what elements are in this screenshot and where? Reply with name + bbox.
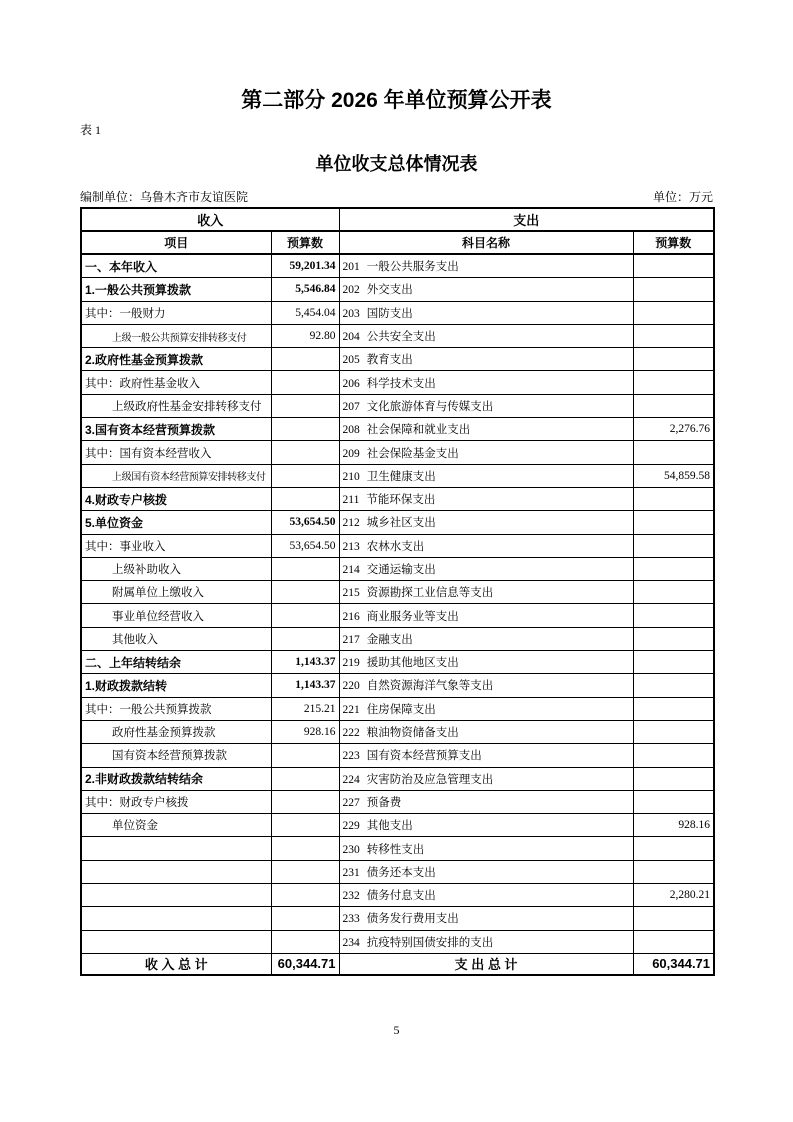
table-row [81,487,714,510]
expense-subject-cell [339,278,633,301]
income-budget-cell: 215.21 [271,697,339,720]
expense-name: 抗疫特别国债安排的支出 [366,936,494,949]
expense-subject-cell [339,860,633,883]
expense-budget-cell [633,394,714,417]
expense-name: 节能环保支出 [366,494,436,507]
expense-subject-cell [339,604,633,627]
expense-subject-cell [339,744,633,767]
expense-name: 卫生健康支出 [366,470,436,483]
income-item-cell: 其中：一般公共预算拨款 [81,697,271,720]
expense-subject-cell [339,394,633,417]
expense-name: 金融支出 [366,633,413,646]
table-row [81,464,714,487]
income-budget-cell [271,790,339,813]
expense-code: 232 [342,890,360,903]
expense-subject-cell [339,301,633,324]
expense-subject-cell [339,487,633,510]
table-row [81,697,714,720]
income-total-value: 60,344.71 [271,953,339,975]
income-item-cell: 3.国有资本经营预算拨款 [81,418,271,441]
expense-subject-cell [339,581,633,604]
income-budget-cell [271,837,339,860]
expense-budget-cell [633,627,714,650]
expense-budget-cell [633,604,714,627]
table-row [81,627,714,650]
table-row [81,604,714,627]
income-item-cell: 单位资金 [81,814,271,837]
expense-name: 灾害防治及应急管理支出 [366,773,494,786]
income-item-cell: 其他收入 [81,627,271,650]
income-item-cell: 2.政府性基金预算拨款 [81,348,271,371]
expense-code: 204 [342,331,360,344]
income-item-cell: 2.非财政拨款结转结余 [81,767,271,790]
column-header-row [81,231,714,254]
expense-budget-cell [633,907,714,930]
table-row [81,534,714,557]
income-budget-cell [271,581,339,604]
expense-budget-cell [633,744,714,767]
income-budget-cell [271,487,339,510]
expense-subject-cell [339,371,633,394]
expense-name: 社会保障和就业支出 [366,424,471,437]
expense-code: 227 [342,796,360,809]
income-item-cell: 二、上年结转结余 [81,651,271,674]
table-row [81,790,714,813]
table-row [81,651,714,674]
expense-code: 234 [342,936,360,949]
income-budget-cell [271,884,339,907]
expense-name: 债务发行费用支出 [366,913,459,926]
col-header-subject: 科目名称 [339,231,633,254]
table-row [81,394,714,417]
expense-group-header: 支出 [339,208,714,231]
table-title: 单位收支总体情况表 [315,154,478,174]
income-budget-cell [271,744,339,767]
expense-budget-cell: 2,280.21 [633,884,714,907]
table-row [81,511,714,534]
income-item-cell: 事业单位经营收入 [81,604,271,627]
expense-budget-cell [633,371,714,394]
expense-code: 224 [342,773,360,786]
income-item-cell [81,884,271,907]
expense-name: 科学技术支出 [366,377,436,390]
expense-name: 债务还本支出 [366,866,436,879]
income-budget-cell: 5,546.84 [271,278,339,301]
expense-budget-cell: 54,859.58 [633,464,714,487]
expense-subject-cell [339,534,633,557]
income-budget-cell [271,907,339,930]
income-budget-cell: 92.80 [271,324,339,347]
table-row [81,371,714,394]
expense-subject-cell [339,254,633,278]
income-budget-cell [271,371,339,394]
table-row [81,907,714,930]
income-item-cell: 其中：财政专户核拨 [81,790,271,813]
expense-budget-cell [633,790,714,813]
expense-total-value: 60,344.71 [633,953,714,975]
expense-subject-cell [339,930,633,953]
table-row [81,441,714,464]
expense-name: 公共安全支出 [366,331,436,344]
expense-code: 214 [342,564,360,576]
expense-name: 外交支出 [366,284,413,297]
income-item-cell [81,860,271,883]
income-budget-cell: 5,454.04 [271,301,339,324]
expense-name: 城乡社区支出 [366,517,436,530]
income-item-cell: 上级国有资本经营预算安排转移支付 [81,464,271,487]
expense-subject-cell [339,441,633,464]
expense-name: 其他支出 [366,820,413,833]
expense-code: 211 [342,494,360,507]
income-item-cell: 附属单位上缴收入 [81,581,271,604]
table-row [81,581,714,604]
income-item-cell: 上级一般公共预算安排转移支付 [81,324,271,347]
expense-subject-cell [339,651,633,674]
income-budget-cell [271,464,339,487]
expense-subject-cell [339,511,633,534]
income-budget-cell [271,814,339,837]
page-number: 5 [393,1023,400,1037]
col-header-item: 项目 [81,231,271,254]
expense-budget-cell [633,511,714,534]
income-budget-cell [271,394,339,417]
expense-code: 221 [342,703,360,716]
expense-budget-cell [633,254,714,278]
expense-code: 206 [342,377,360,390]
meta-row [80,188,713,205]
income-item-cell: 一、本年收入 [81,254,271,278]
expense-budget-cell [633,930,714,953]
expense-code: 229 [342,820,360,833]
expense-subject-cell [339,697,633,720]
expense-total-label: 支 出 总 计 [339,953,633,975]
table-row [81,254,714,278]
table-row [81,860,714,883]
expense-name: 资源勘探工业信息等支出 [366,587,494,600]
expense-code: 205 [342,354,360,367]
expense-code: 222 [342,727,360,740]
income-budget-cell [271,418,339,441]
expense-subject-cell [339,464,633,487]
expense-budget-cell [633,837,714,860]
group-header-row [81,208,714,231]
expense-name: 商业服务业等支出 [366,610,459,623]
expense-code: 219 [342,657,360,670]
expense-name: 文化旅游体育与传媒支出 [366,400,494,413]
table-row [81,418,714,441]
expense-name: 一般公共服务支出 [366,261,459,274]
expense-name: 社会保险基金支出 [366,447,459,460]
expense-subject-cell [339,418,633,441]
expense-code: 220 [342,680,360,693]
expense-name: 交通运输支出 [366,564,436,576]
expense-subject-cell [339,627,633,650]
expense-code: 212 [342,517,360,530]
income-item-cell: 5.单位资金 [81,511,271,534]
income-item-cell: 其中：事业收入 [81,534,271,557]
table-row [81,930,714,953]
income-budget-cell [271,557,339,580]
income-item-cell: 上级政府性基金安排转移支付 [81,394,271,417]
expense-budget-cell [633,324,714,347]
income-budget-cell [271,604,339,627]
income-total-label: 收 入 总 计 [81,953,271,975]
income-group-header: 收入 [81,208,339,231]
expense-name: 自然资源海洋气象等支出 [366,680,494,693]
expense-budget-cell [633,278,714,301]
income-budget-cell: 59,201.34 [271,254,339,278]
table-row [81,720,714,743]
income-item-cell [81,930,271,953]
expense-budget-cell [633,534,714,557]
expense-budget-cell [633,557,714,580]
expense-budget-cell [633,581,714,604]
income-item-cell: 其中：一般财力 [81,301,271,324]
income-item-cell: 其中：国有资本经营收入 [81,441,271,464]
income-item-cell: 4.财政专户核拨 [81,487,271,510]
part-title: 第二部分 2026 年单位预算公开表 [241,89,552,112]
income-budget-cell [271,860,339,883]
expense-subject-cell [339,814,633,837]
table-label: 表 1 [80,123,102,137]
expense-code: 216 [342,610,360,623]
expense-subject-cell [339,837,633,860]
expense-code: 210 [342,470,360,483]
col-header-budget-left: 预算数 [271,231,339,254]
expense-subject-cell [339,720,633,743]
expense-name: 预备费 [366,796,402,809]
expense-subject-cell [339,348,633,371]
expense-name: 援助其他地区支出 [366,657,459,670]
expense-subject-cell [339,674,633,697]
expense-name: 转移性支出 [366,843,425,856]
expense-name: 债务付息支出 [366,890,436,903]
expense-subject-cell [339,767,633,790]
income-item-cell: 国有资本经营预算拨款 [81,744,271,767]
expense-code: 223 [342,750,360,763]
income-budget-cell: 53,654.50 [271,534,339,557]
expense-name: 农林水支出 [366,540,425,553]
expense-code: 209 [342,447,360,460]
income-budget-cell [271,767,339,790]
table-row [81,324,714,347]
unit-label: 单位：万元 [652,190,713,204]
income-item-cell: 1.财政拨款结转 [81,674,271,697]
expense-code: 208 [342,424,360,437]
expense-name: 国防支出 [366,307,413,320]
table-row [81,767,714,790]
expense-budget-cell [633,697,714,720]
expense-code: 202 [342,284,360,297]
table-row [81,278,714,301]
expense-code: 233 [342,913,360,926]
expense-code: 201 [342,261,360,274]
expense-budget-cell [633,301,714,324]
total-row [81,953,714,975]
expense-budget-cell [633,674,714,697]
income-budget-cell [271,441,339,464]
expense-code: 207 [342,400,360,413]
expense-budget-cell [633,860,714,883]
expense-subject-cell [339,884,633,907]
expense-budget-cell: 928.16 [633,814,714,837]
expense-subject-cell [339,557,633,580]
table-row [81,884,714,907]
expense-budget-cell [633,767,714,790]
expense-code: 203 [342,307,360,320]
expense-subject-cell [339,324,633,347]
table-row [81,744,714,767]
income-budget-cell: 53,654.50 [271,511,339,534]
expense-code: 217 [342,633,360,646]
table-row [81,814,714,837]
prepared-by-label: 编制单位：乌鲁木齐市友谊医院 [80,190,249,204]
table-row [81,674,714,697]
expense-name: 教育支出 [366,354,413,367]
expense-budget-cell: 2,276.76 [633,418,714,441]
expense-budget-cell [633,348,714,371]
table-row [81,348,714,371]
income-item-cell: 其中：政府性基金收入 [81,371,271,394]
income-item-cell: 1.一般公共预算拨款 [81,278,271,301]
income-budget-cell [271,627,339,650]
expense-code: 230 [342,843,360,856]
table-row [81,301,714,324]
expense-subject-cell [339,907,633,930]
income-budget-cell [271,348,339,371]
expense-name: 住房保障支出 [366,703,436,716]
expense-subject-cell [339,790,633,813]
expense-name: 国有资本经营预算支出 [366,750,482,763]
expense-code: 231 [342,866,360,879]
income-budget-cell: 928.16 [271,720,339,743]
income-budget-cell [271,930,339,953]
table-row [81,557,714,580]
expense-code: 213 [342,540,360,553]
expense-budget-cell [633,441,714,464]
budget-table [80,207,715,976]
expense-budget-cell [633,651,714,674]
expense-budget-cell [633,487,714,510]
expense-budget-cell [633,720,714,743]
income-item-cell [81,907,271,930]
col-header-budget-right: 预算数 [633,231,714,254]
expense-code: 215 [342,587,360,600]
income-item-cell: 政府性基金预算拨款 [81,720,271,743]
expense-name: 粮油物资储备支出 [366,727,459,740]
income-budget-cell: 1,143.37 [271,674,339,697]
table-row [81,837,714,860]
income-item-cell: 上级补助收入 [81,557,271,580]
income-budget-cell: 1,143.37 [271,651,339,674]
income-item-cell [81,837,271,860]
